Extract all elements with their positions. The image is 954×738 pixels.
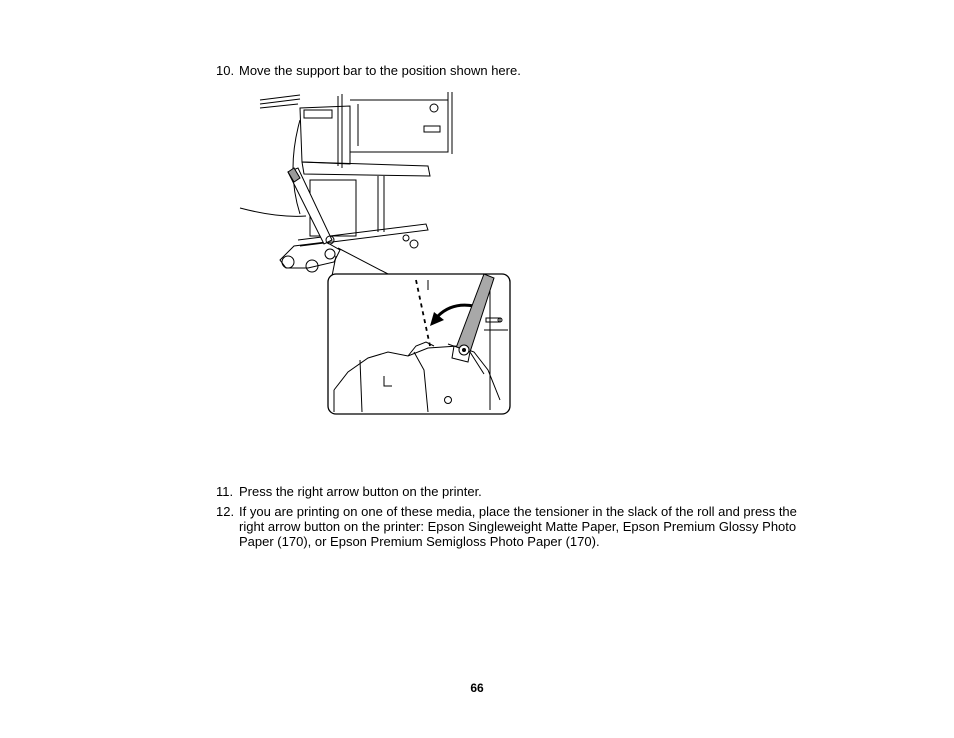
step-number: 12. [216, 504, 235, 519]
step-text: Move the support bar to the position shown here. [239, 63, 521, 78]
step-number: 11. [216, 484, 234, 499]
step-number: 10. [216, 63, 235, 78]
step-text: If you are printing on one of these media, place the tensioner in the slack of the roll and press the right arrow button on the printer: Epson Singleweight Matte Paper, Epson Premium Glossy Photo Paper (170), or Epson Premium Semigloss Photo Paper (170). [239, 504, 797, 549]
step-text: Press the right arrow button on the printer. [239, 484, 482, 499]
printer-support-bar-illustration [238, 90, 513, 416]
page-number: 66 [470, 681, 484, 695]
